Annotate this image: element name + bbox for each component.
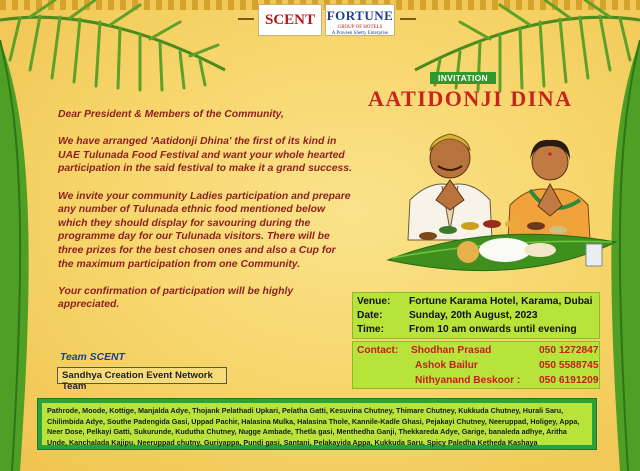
time-row xyxy=(357,324,577,335)
fortune-logo xyxy=(325,4,395,36)
man-figure xyxy=(408,134,492,240)
fortune-logo-tagline: A Praveen Shetty Enterprise xyxy=(331,31,389,36)
contact-phone[interactable]: 050 1272847 xyxy=(539,345,599,356)
letter-paragraph-1: We have arranged 'Aatidonji Dhina' the first of its kind in UAE Tulunada Food Festival and want your whole hearted participation in the said festival to make it a grand success. xyxy=(58,136,352,175)
contact-name: Ashok Bailur xyxy=(415,360,478,371)
letter-salutation: Dear President & Members of the Community, xyxy=(58,109,284,120)
food-list-frame xyxy=(37,398,597,450)
event-title: AATIDONJI DINA xyxy=(368,86,573,111)
top-divider-left xyxy=(238,18,254,20)
contact-name: Shodhan Prasad xyxy=(411,345,492,356)
venue-row xyxy=(357,296,592,307)
contact-name: Nithyanand Beskoor : xyxy=(415,375,521,386)
contact-phone[interactable]: 050 5588745 xyxy=(539,360,599,371)
rice-heap xyxy=(479,238,531,262)
invitation-badge: INVITATION xyxy=(430,72,496,84)
water-glass xyxy=(586,244,602,266)
signoff: Team SCENT xyxy=(60,352,125,363)
date-label: Date: xyxy=(357,310,383,321)
time-value: From 10 am onwards until evening xyxy=(409,324,577,335)
fortune-logo-text: FORTUNE xyxy=(326,8,394,23)
couple-meal-illustration xyxy=(380,110,620,290)
contacts-box xyxy=(352,341,600,389)
scent-logo-text: SCENT xyxy=(264,11,316,28)
contact-phone[interactable]: 050 6191209 xyxy=(539,375,599,386)
food-list: Pathrode, Moode, Kottige, Manjalda Adye, Thojank Pelathadi Upkari, Pelatha Gatti, Kesuvina Chutney, Thimare Chutney, Kukkuda Chutney, Hurali Saru, Chilimbida Adye, Southe Padengida Gasi, Uppad Pachir, Halasina Mulka, Halasina Thole, Kannile-Kadle Ghasi, Pejakayi Chutney, Neeruppad, Holigey, Appa, Neer Dose, Pelkayi Gatti, Sukurunde, Kudutha Chutney, Nugge Ambade, Thetla gasi, Menthedha Ganji, Thekkareda Adye, Garige, banaleda adhye, Aritha Unde, Kanchalada Kajipu, Neeruppad chutny, Guriyappa, Pundi gasi, Santani, Pelakayida Appa, Kukkuda Saru, Spicy Paledha Ketheda Kashaya xyxy=(42,403,592,445)
venue-label: Venue: xyxy=(357,296,391,307)
event-details-box xyxy=(352,292,600,339)
venue-value: Fortune Karama Hotel, Karama, Dubai xyxy=(409,296,593,307)
poori xyxy=(457,241,479,263)
letter-paragraph-2: We invite your community Ladies participation and prepare any number of Tulunada ethnic food mentioned below which they should display for savouring during the programme day for our Tulunada visitors. There will be three prizes for the best chosen ones and also a Cup for the maximum participation from one Community. xyxy=(58,190,351,270)
date-row xyxy=(357,310,538,321)
contact-label: Contact: xyxy=(357,345,399,356)
letter-paragraph-3: Your confirmation of participation will be highly appreciated. xyxy=(58,285,294,311)
scent-logo xyxy=(258,4,322,36)
fortune-logo-sub: GROUP OF HOTELS xyxy=(337,25,383,30)
invitation-letter xyxy=(58,108,354,326)
team-name-box: Sandhya Creation Event Network Team xyxy=(57,367,227,384)
date-value: Sunday, 20th August, 2023 xyxy=(409,310,538,321)
time-label: Time: xyxy=(357,324,384,335)
banana-leaf-left xyxy=(0,40,40,471)
